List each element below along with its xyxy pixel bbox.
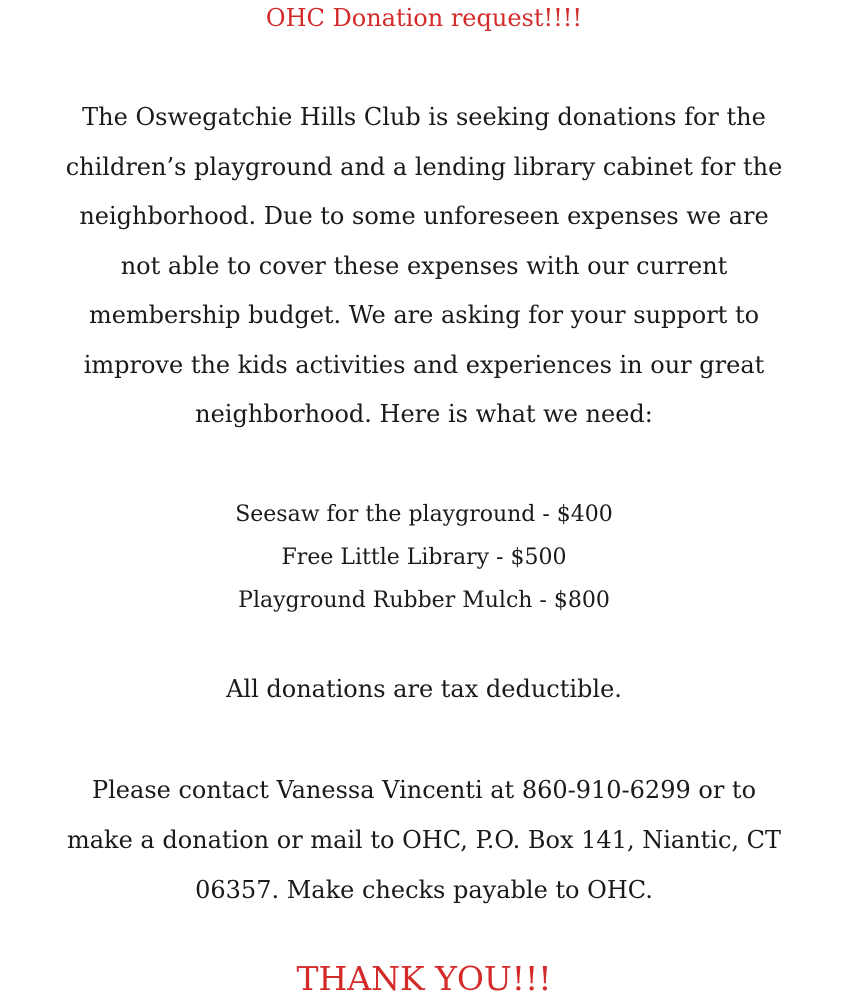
contact-line: make a donation or mail to OHC, P.O. Box 141, Niantic, CT [66,826,782,854]
needs-item: Playground Rubber Mulch - $800 [238,588,610,613]
needs-item: Free Little Library - $500 [281,545,567,570]
intro-line: membership budget. We are asking for your support to [88,301,760,329]
intro-line: neighborhood. Due to some unforeseen expenses we are [79,202,769,230]
contact-line: Please contact Vanessa Vincenti at 860-910-6299 or to [91,776,757,804]
intro-line: not able to cover these expenses with our current [120,251,728,280]
intro-line: improve the kids activities and experiences in our great [83,350,765,379]
flyer-title: OHC Donation request!!!! [265,4,583,32]
tax-note: All donations are tax deductible. [226,675,622,703]
intro-line: The Oswegatchie Hills Club is seeking donations for the [82,103,766,131]
intro-paragraph [14,93,834,440]
contact-line: 06357. Make checks payable to OHC. [195,876,653,904]
intro-line: neighborhood. Here is what we need: [195,400,653,428]
contact-paragraph [0,765,848,915]
needs-item: Seesaw for the playground - $400 [235,502,613,527]
needs-list [0,493,848,622]
intro-line: children’s playground and a lending library cabinet for the [65,152,783,181]
thank-you-heading: THANK YOU!!! [296,959,552,998]
